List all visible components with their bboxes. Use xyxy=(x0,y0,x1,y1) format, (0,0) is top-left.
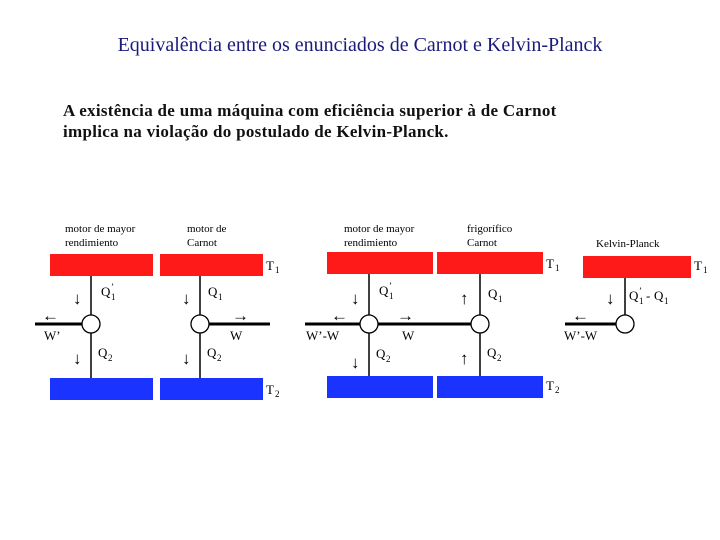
svg-text:2: 2 xyxy=(386,354,391,364)
work-arrow-left-icon: ← xyxy=(42,306,59,325)
page-title: Equivalência entre os enunciados de Carnot e Kelvin-Planck xyxy=(117,34,603,56)
engine-label: motor de mayor xyxy=(344,223,415,235)
heat-label: Q xyxy=(207,345,217,360)
panel-left xyxy=(35,223,280,400)
heat-label: Q xyxy=(487,345,497,360)
svg-text:1: 1 xyxy=(664,296,669,306)
svg-text:-: - xyxy=(646,288,651,303)
work-label: W xyxy=(230,328,243,343)
engine-label: motor de xyxy=(187,223,227,235)
panel-right xyxy=(564,238,708,343)
heat-arrow-down-icon: ↓ xyxy=(73,349,82,368)
work-label: W’-W xyxy=(564,328,598,343)
cold-reservoir xyxy=(50,378,153,400)
svg-text:2: 2 xyxy=(275,389,280,399)
heat-label: Q xyxy=(101,284,111,299)
work-arrow-right-icon: → xyxy=(397,306,414,325)
svg-text:1: 1 xyxy=(389,291,394,301)
refrigerator-label: Carnot xyxy=(467,237,497,249)
svg-text:’: ’ xyxy=(111,282,114,292)
heat-arrow-down-icon: ↓ xyxy=(182,349,191,368)
engine-label: Carnot xyxy=(187,237,217,249)
hot-reservoir xyxy=(50,254,153,276)
carnot-engine xyxy=(191,315,209,333)
svg-text:’: ’ xyxy=(389,281,392,291)
heat-label: Q xyxy=(98,345,108,360)
svg-text:1: 1 xyxy=(639,296,644,306)
heat-label: Q xyxy=(376,346,386,361)
heat-engine xyxy=(360,315,378,333)
heat-label: Q xyxy=(379,283,389,298)
heat-arrow-down-icon: ↓ xyxy=(606,289,615,308)
cold-reservoir xyxy=(327,376,433,398)
temperature-label: T xyxy=(266,258,274,273)
temperature-label: T xyxy=(694,258,702,273)
svg-text:2: 2 xyxy=(555,385,560,395)
temperature-label: T xyxy=(546,378,554,393)
heat-arrow-up-icon: ↑ xyxy=(460,349,469,368)
work-label: W’ xyxy=(44,328,61,343)
svg-text:1: 1 xyxy=(275,265,280,275)
svg-text:1: 1 xyxy=(555,263,560,273)
heat-engine xyxy=(82,315,100,333)
cold-reservoir xyxy=(437,376,543,398)
kelvin-planck-label: Kelvin-Planck xyxy=(596,238,660,250)
heat-arrow-up-icon: ↑ xyxy=(460,289,469,308)
engine-label: rendimiento xyxy=(344,237,398,249)
heat-arrow-down-icon: ↓ xyxy=(351,289,360,308)
cold-reservoir xyxy=(160,378,263,400)
svg-text:2: 2 xyxy=(497,353,502,363)
work-arrow-left-icon: ← xyxy=(572,306,589,325)
hot-reservoir xyxy=(437,252,543,274)
heat-label: Q xyxy=(654,288,664,303)
heat-label: Q xyxy=(208,284,218,299)
work-arrow-left-icon: ← xyxy=(331,306,348,325)
svg-text:’: ’ xyxy=(639,286,642,296)
heat-arrow-down-icon: ↓ xyxy=(182,289,191,308)
hot-reservoir xyxy=(583,256,691,278)
statement-line-1: A existência de uma máquina com eficiência superior à de Carnot xyxy=(63,101,557,120)
temperature-label: T xyxy=(266,382,274,397)
heat-label: Q xyxy=(488,286,498,301)
hot-reservoir xyxy=(160,254,263,276)
statement-line-2: implica na violação do postulado de Kelvin-Planck. xyxy=(63,122,449,141)
svg-text:2: 2 xyxy=(108,353,113,363)
svg-text:1: 1 xyxy=(218,292,223,302)
svg-text:2: 2 xyxy=(217,353,222,363)
carnot-refrigerator xyxy=(471,315,489,333)
engine-label: rendimiento xyxy=(65,237,119,249)
work-label: W xyxy=(402,328,415,343)
heat-arrow-down-icon: ↓ xyxy=(351,353,360,372)
hot-reservoir xyxy=(327,252,433,274)
svg-text:1: 1 xyxy=(498,294,503,304)
heat-label: Q xyxy=(629,288,639,303)
engine-label: motor de mayor xyxy=(65,223,136,235)
work-label: W’-W xyxy=(306,328,340,343)
svg-text:1: 1 xyxy=(111,292,116,302)
kelvin-planck-engine xyxy=(616,315,634,333)
temperature-label: T xyxy=(546,256,554,271)
svg-text:1: 1 xyxy=(703,265,708,275)
refrigerator-label: frigorífico xyxy=(467,223,513,235)
work-arrow-right-icon: → xyxy=(232,306,249,325)
heat-arrow-down-icon: ↓ xyxy=(73,289,82,308)
panel-middle xyxy=(305,223,560,398)
